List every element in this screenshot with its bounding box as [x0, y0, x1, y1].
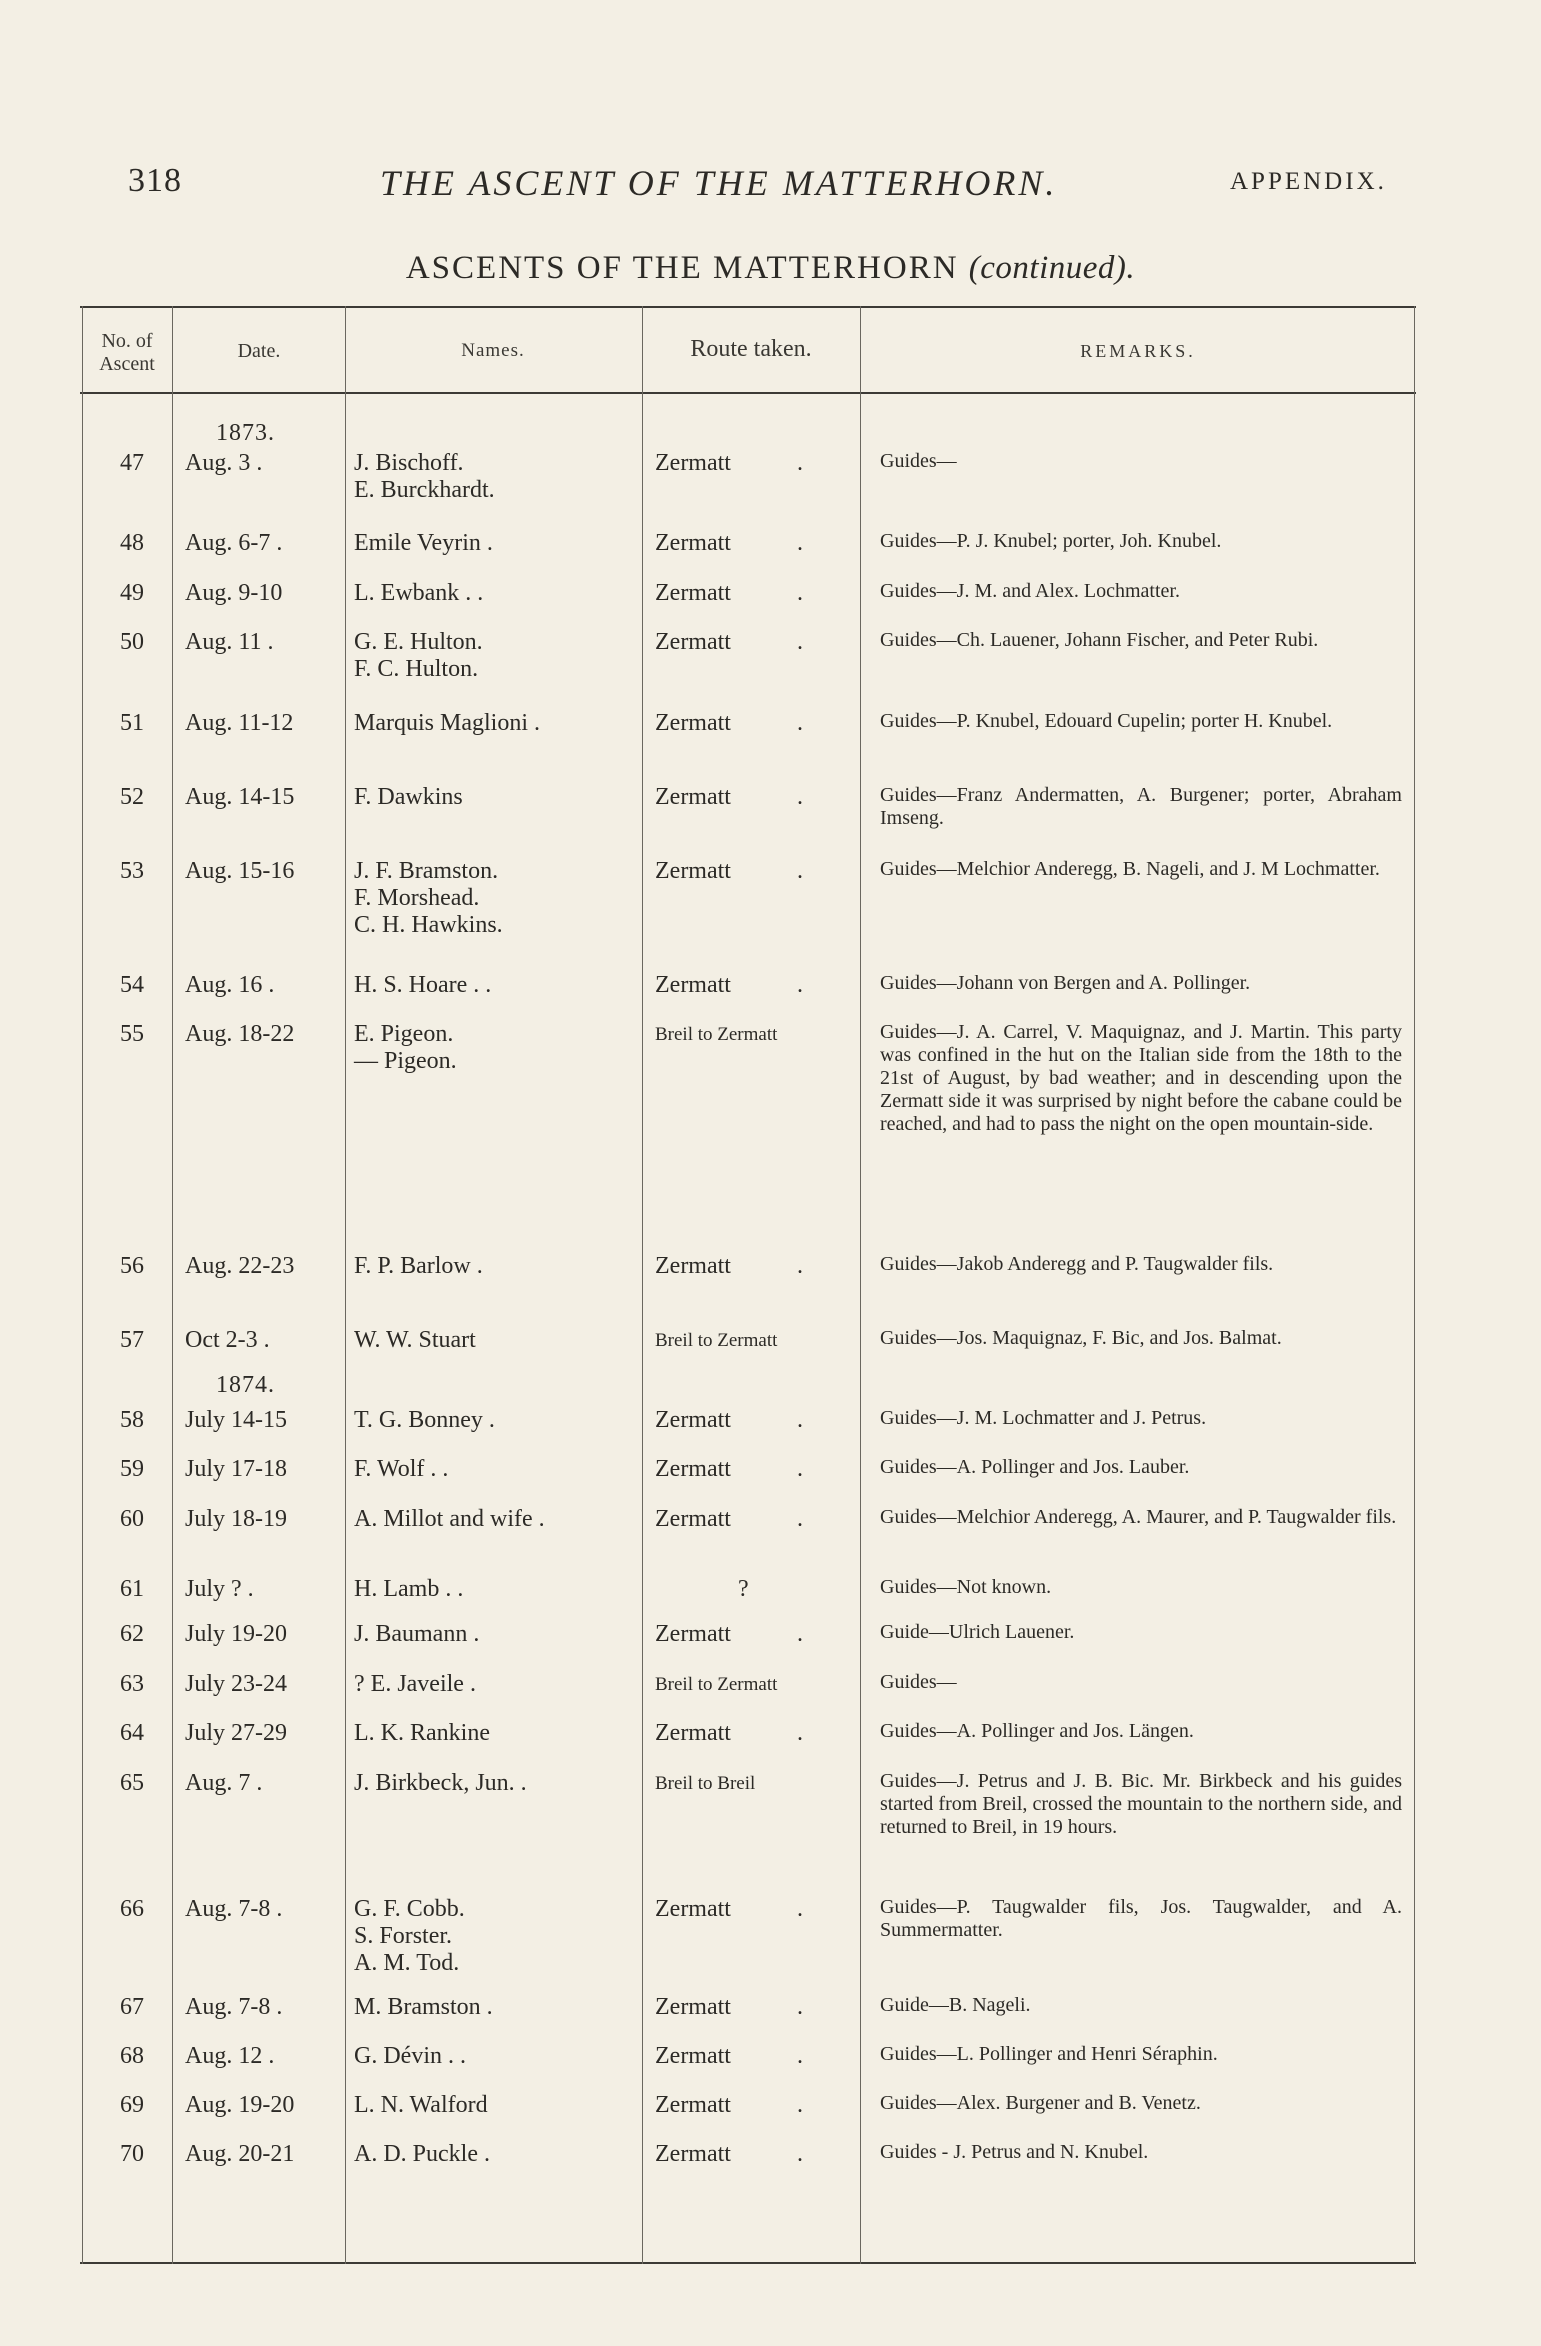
climber-name: J. F. Bramston.: [354, 858, 499, 884]
climber-name: G. E. Hulton.: [354, 629, 483, 655]
remarks: Guides—P. J. Knubel; porter, Joh. Knubel.: [880, 530, 1222, 552]
climber-names: [354, 2043, 644, 2070]
header-remarks: REMARKS.: [1080, 341, 1196, 361]
climber-names: [354, 1021, 644, 1075]
route-taken: Zermatt: [655, 2141, 731, 2167]
remarks: Guides—Jos. Maquignaz, F. Bic, and Jos. Balmat.: [880, 1327, 1282, 1349]
route-taken: Zermatt: [655, 1253, 731, 1279]
remarks: Guides—Alex. Burgener and B. Venetz.: [880, 2092, 1201, 2114]
header-number: No. of Ascent: [99, 330, 155, 375]
route-taken: Breil to Zermatt: [655, 1330, 778, 1351]
remarks: Guides—L. Pollinger and Henri Séraphin.: [880, 2043, 1218, 2065]
running-title: THE ASCENT OF THE MATTERHORN.: [380, 163, 1058, 203]
ascent-number: 62: [120, 1621, 144, 1647]
route-taken: Zermatt: [655, 1506, 731, 1532]
climber-names: [354, 530, 644, 557]
remarks: Guides—Jakob Anderegg and P. Taugwalder fils.: [880, 1253, 1274, 1275]
ascent-number: 51: [120, 710, 144, 736]
climber-name: A. M. Tod.: [354, 1950, 460, 1976]
climber-names: [354, 784, 644, 811]
route-taken: Zermatt: [655, 2092, 731, 2118]
climber-names: [354, 1407, 644, 1434]
route-taken: Zermatt: [655, 784, 731, 810]
table-title: [0, 250, 1541, 287]
remarks: Guides—J. Petrus and J. B. Bic. Mr. Birkbeck and his guides started from Breil, crossed the mountain to the northern side, and returned to Breil, in 19 hours.: [880, 1770, 1402, 1838]
climber-names: [354, 1456, 644, 1483]
ascent-number: 53: [120, 858, 144, 884]
book-page: 318 THE ASCENT OF THE MATTERHORN. APPENDIX. ASCENTS OF THE MATTERHORN (continued). No. of Ascent Date. Names. Route taken. REMARKS. 1873. 1874. 47 Aug. 3 . J. Bischoff. E. Burckhardt. Zermatt . Guides— 48 Aug. 6-7 . Emile Veyrin . Zermatt . Guides—P. J. Knubel; porter, Joh. Knubel. 49 Aug. 9-10 L. Ewbank . . Zermatt . Guides—J. M. and Alex. Lochmatter. 50 Aug. 11 . G. E. Hulton. F. C. Hulton. Zermatt . Guides—Ch. Lauener, Johann Fischer, and Peter Rubi. 51 Aug. 11-12 Marquis Maglioni . Zermatt . Guides—P. Knubel, Edouard Cupelin; porter H. Knubel. 52 Aug. 14-15 F. Dawkins Zermatt . Guides—Franz Andermatten, A. Burgener; porter, Abraham Imseng. 53 Aug. 15-16 J. F. Bramston. F. Morshead. C. H. Hawkins. Zermatt . Guides—Melchior Anderegg, B. Nageli, and J. M Lochmatter. 54 Aug. 16 . H. S. Hoare . . Zermatt . Guides—Johann von Bergen and A. Pollinger. 55 Aug. 18-22 E. Pigeon. — Pigeon. Breil to Zermatt Guides—J. A. Carrel, V. Maquignaz, and J. Martin. This party was confined in the hut on the Italian side from the 18th to the 21st of August, by bad weather; and in descending upon the Zermatt side it was surprised by night before the cabane could be reached, and had to pass the night on the open mountain-side. 56 Aug. 22-23 F. P. Barlow . Zermatt . Guides—Jakob Anderegg and P. Taugwalder fils. 57 Oct 2-3 . W. W. Stuart Breil to Zermatt Guides—Jos. Maquignaz, F. Bic, and Jos. Balmat. 58 July 14-15 T. G. Bonney . Zermatt . Guides—J. M. Lochmatter and J. Petrus. 59 July 17-18 F. Wolf . . Zermatt . Guides—A. Pollinger and Jos. Lauber. 60 July 18-19 A. Millot and wife . Zermatt . Guides—Melchior Anderegg, A. Maurer, and P. Taugwalder fils. 61 July ? . H. Lamb . . ? Guides—Not known. 62 July 19-20 J. Baumann . Zermatt . Guide—Ulrich Lauener. 63 July 23-24 ? E. Javeile . Breil to Zermatt Guides— 64 July 27-29 L. K. Rankine Zermatt . Guides—A. Pollinger and Jos. Längen. 65 Aug. 7 . J. Birkbeck, Jun. . Breil to Breil Guides—J. Petrus and J. B. Bic. Mr. Birkbeck and his guides started from Breil, crossed the mountain to the northern side, and returned to Breil, in 19 hours. 66 Aug. 7-8 . G. F. Cobb. S. Forster. A. M. Tod. Zermatt . Guides—P. Taugwalder fils, Jos. Taugwalder, and A. Summermatter. 67 Aug. 7-8 . M. Bramston . Zermatt . Guide—B. Nageli. 68 Aug. 12 . G. Dévin . . Zermatt . Guides—L. Pollinger and Henri Séraphin. 69 Aug. 19-20 L. N. Walford Zermatt . Guides—Alex. Burgener and B. Venetz. 70 Aug. 20-21 A. D. Puckle . Zermatt . Guides - J. Petrus and N. Knubel.: [0, 0, 1541, 2346]
ascent-date: Aug. 22-23: [185, 1253, 295, 1279]
ascent-date: Aug. 18-22: [185, 1021, 295, 1047]
climber-names: [354, 1327, 644, 1354]
ascent-number: 47: [120, 450, 144, 476]
climber-name: H. Lamb . .: [354, 1576, 464, 1602]
climber-name: Emile Veyrin .: [354, 530, 493, 556]
ascent-number: 69: [120, 2092, 144, 2118]
column-rule: [82, 306, 83, 2264]
table-header-rule: [80, 392, 1416, 394]
climber-name: J. Birkbeck, Jun. .: [354, 1770, 527, 1796]
climber-names: [354, 450, 644, 504]
ascent-number: 63: [120, 1671, 144, 1697]
climber-name: ? E. Javeile .: [354, 1671, 476, 1697]
header-route: Route taken.: [690, 336, 812, 362]
remarks: Guides—: [880, 450, 957, 472]
column-rule: [172, 306, 173, 2264]
ascent-number: 60: [120, 1506, 144, 1532]
route-taken: Zermatt: [655, 1720, 731, 1746]
route-taken: Zermatt: [655, 1994, 731, 2020]
climber-name: W. W. Stuart: [354, 1327, 476, 1353]
climber-names: [354, 1720, 644, 1747]
ascent-date: Aug. 7 .: [185, 1770, 263, 1796]
climber-names: [354, 1671, 644, 1698]
climber-names: [354, 1994, 644, 2021]
ascent-date: Aug. 6-7 .: [185, 530, 283, 556]
climber-name: F. Wolf . .: [354, 1456, 449, 1482]
climber-names: [354, 2141, 644, 2168]
running-head: [120, 162, 1410, 202]
route-taken: Zermatt: [655, 450, 731, 476]
route-taken: Zermatt: [655, 1456, 731, 1482]
route-taken: Zermatt: [655, 1896, 731, 1922]
year-label: 1874.: [216, 1372, 275, 1398]
remarks: Guides - J. Petrus and N. Knubel.: [880, 2141, 1149, 2163]
remarks: Guides—J. M. and Alex. Lochmatter.: [880, 580, 1180, 602]
ascent-number: 68: [120, 2043, 144, 2069]
ascent-date: July 18-19: [185, 1506, 287, 1532]
climber-name: Marquis Maglioni .: [354, 710, 540, 736]
remarks: Guides—J. A. Carrel, V. Maquignaz, and J. Martin. This party was confined in the hut on the Italian side from the 18th to the 21st of August, by bad weather; and in descending upon the Zermatt side it was surprised by night before the cabane could be reached, and had to pass the night on the open mountain-side.: [880, 1021, 1402, 1135]
table-top-rule: [80, 306, 1416, 308]
climber-name: G. Dévin . .: [354, 2043, 466, 2069]
ascent-number: 49: [120, 580, 144, 606]
ascent-date: July 23-24: [185, 1671, 287, 1697]
climber-names: [354, 1576, 644, 1603]
ascent-date: Aug. 7-8 .: [185, 1896, 283, 1922]
ascent-number: 52: [120, 784, 144, 810]
climber-names: [354, 1896, 644, 1977]
route-taken: Zermatt: [655, 972, 731, 998]
ascent-date: Oct 2-3 .: [185, 1327, 270, 1353]
ascent-number: 70: [120, 2141, 144, 2167]
column-rule: [1414, 306, 1415, 2264]
route-taken: Zermatt: [655, 2043, 731, 2069]
climber-name: A. Millot and wife .: [354, 1506, 545, 1532]
ascent-date: Aug. 16 .: [185, 972, 275, 998]
remarks: Guides—J. M. Lochmatter and J. Petrus.: [880, 1407, 1207, 1429]
climber-name: — Pigeon.: [354, 1048, 457, 1074]
climber-name: L. K. Rankine: [354, 1720, 490, 1746]
remarks: Guide—Ulrich Lauener.: [880, 1621, 1075, 1643]
ascent-number: 56: [120, 1253, 144, 1279]
ascent-date: Aug. 12 .: [185, 2043, 275, 2069]
climber-name: S. Forster.: [354, 1923, 453, 1949]
climber-name: J. Baumann .: [354, 1621, 480, 1647]
route-taken: Breil to Zermatt: [655, 1024, 778, 1045]
climber-name: E. Burckhardt.: [354, 477, 495, 503]
climber-name: F. P. Barlow .: [354, 1253, 483, 1279]
climber-names: [354, 1770, 644, 1797]
climber-name: M. Bramston .: [354, 1994, 493, 2020]
climber-name: T. G. Bonney .: [354, 1407, 495, 1433]
route-taken: Breil to Zermatt: [655, 1674, 778, 1695]
table-title-note: (continued).: [968, 250, 1136, 286]
route-taken: Zermatt: [655, 1407, 731, 1433]
ascent-date: July 14-15: [185, 1407, 287, 1433]
remarks: Guide—B. Nageli.: [880, 1994, 1031, 2016]
route-taken: Zermatt: [655, 1621, 731, 1647]
climber-name: F. Morshead.: [354, 885, 480, 911]
route-taken: Zermatt: [655, 530, 731, 556]
ascent-number: 55: [120, 1021, 144, 1047]
climber-name: J. Bischoff.: [354, 450, 464, 476]
ascent-date: Aug. 7-8 .: [185, 1994, 283, 2020]
table-bottom-rule: [80, 2262, 1416, 2264]
climber-name: F. Dawkins: [354, 784, 463, 810]
climber-name: E. Pigeon.: [354, 1021, 454, 1047]
remarks: Guides—Melchior Anderegg, A. Maurer, and P. Taugwalder fils.: [880, 1506, 1397, 1528]
climber-names: [354, 858, 644, 939]
header-date: Date.: [237, 340, 281, 362]
route-taken: Zermatt: [655, 710, 731, 736]
remarks: Guides—Ch. Lauener, Johann Fischer, and Peter Rubi.: [880, 629, 1319, 651]
climber-name: C. H. Hawkins.: [354, 912, 503, 938]
climber-name: L. N. Walford: [354, 2092, 488, 2118]
ascent-number: 65: [120, 1770, 144, 1796]
ascent-number: 67: [120, 1994, 144, 2020]
ascent-number: 66: [120, 1896, 144, 1922]
route-taken: Zermatt: [655, 858, 731, 884]
remarks: Guides—Johann von Bergen and A. Pollinger.: [880, 972, 1251, 994]
climber-names: [354, 629, 644, 683]
running-section: APPENDIX.: [1230, 168, 1387, 195]
ascent-number: 50: [120, 629, 144, 655]
climber-name: F. C. Hulton.: [354, 656, 479, 682]
remarks: Guides—A. Pollinger and Jos. Längen.: [880, 1720, 1194, 1742]
climber-names: [354, 710, 644, 737]
climber-names: [354, 1253, 644, 1280]
ascent-date: Aug. 19-20: [185, 2092, 295, 2118]
ascent-date: July ? .: [185, 1576, 254, 1602]
route-taken: Zermatt: [655, 629, 731, 655]
ascent-date: Aug. 9-10: [185, 580, 283, 606]
climber-names: [354, 1506, 644, 1533]
climber-name: H. S. Hoare . .: [354, 972, 492, 998]
climber-names: [354, 580, 644, 607]
climber-name: L. Ewbank . .: [354, 580, 484, 606]
ascent-number: 61: [120, 1576, 144, 1602]
route-taken: Zermatt: [655, 580, 731, 606]
ascent-date: Aug. 15-16: [185, 858, 295, 884]
climber-names: [354, 2092, 644, 2119]
climber-names: [354, 1621, 644, 1648]
ascent-date: Aug. 14-15: [185, 784, 295, 810]
remarks: Guides—P. Taugwalder fils, Jos. Taugwalder, and A. Summermatter.: [880, 1896, 1402, 1941]
ascent-date: Aug. 11-12: [185, 710, 294, 736]
route-taken: ?: [738, 1576, 749, 1602]
column-rule: [860, 306, 861, 2264]
ascent-date: Aug. 20-21: [185, 2141, 295, 2167]
ascent-date: Aug. 11 .: [185, 629, 274, 655]
ascent-date: July 17-18: [185, 1456, 287, 1482]
year-label: 1873.: [216, 420, 275, 446]
remarks: Guides—P. Knubel, Edouard Cupelin; porter H. Knubel.: [880, 710, 1333, 732]
ascent-date: Aug. 3 .: [185, 450, 263, 476]
remarks: Guides—: [880, 1671, 957, 1693]
table-title-main: ASCENTS OF THE MATTERHORN: [405, 250, 959, 286]
remarks: Guides—A. Pollinger and Jos. Lauber.: [880, 1456, 1190, 1478]
remarks: Guides—Melchior Anderegg, B. Nageli, and J. M Lochmatter.: [880, 858, 1380, 880]
climber-names: [354, 972, 644, 999]
ascent-number: 48: [120, 530, 144, 556]
climber-name: A. D. Puckle .: [354, 2141, 490, 2167]
header-names: Names.: [461, 340, 525, 361]
remarks: Guides—Not known.: [880, 1576, 1052, 1598]
route-taken: Breil to Breil: [655, 1773, 756, 1794]
ascent-number: 59: [120, 1456, 144, 1482]
ascent-number: 58: [120, 1407, 144, 1433]
ascent-number: 57: [120, 1327, 144, 1353]
page-number: 318: [128, 162, 182, 199]
remarks: Guides—Franz Andermatten, A. Burgener; porter, Abraham Imseng.: [880, 784, 1402, 829]
climber-name: G. F. Cobb.: [354, 1896, 465, 1922]
ascent-date: July 19-20: [185, 1621, 287, 1647]
column-rule: [345, 306, 346, 2264]
ascent-number: 64: [120, 1720, 144, 1746]
ascent-date: July 27-29: [185, 1720, 287, 1746]
ascent-number: 54: [120, 972, 144, 998]
